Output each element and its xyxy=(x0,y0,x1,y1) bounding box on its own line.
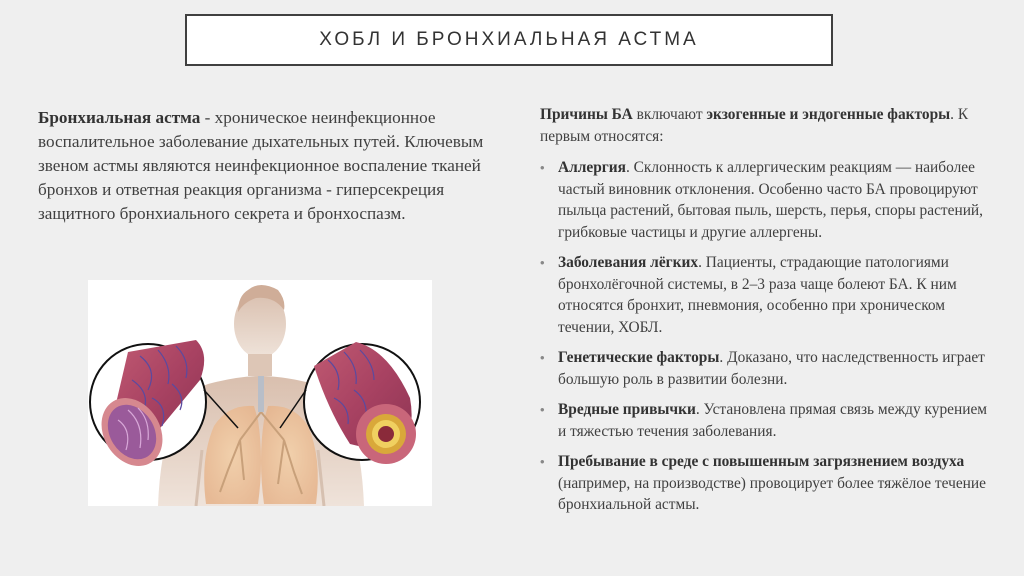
causes-list xyxy=(540,157,990,516)
list-item-title: Вредные привычки xyxy=(558,401,696,418)
bullet-icon: • xyxy=(540,255,545,270)
list-item xyxy=(540,451,990,516)
slide-title: ХОБЛ И БРОНХИАЛЬНАЯ АСТМА xyxy=(319,29,699,50)
list-item-title: Заболевания лёгких xyxy=(558,254,699,271)
bronchi-illustration xyxy=(88,280,432,506)
list-item-title: Аллергия xyxy=(558,159,626,176)
bullet-icon: • xyxy=(540,402,545,417)
causes-intro-mid: включают xyxy=(632,106,707,123)
list-item xyxy=(540,252,990,338)
bullet-icon: • xyxy=(540,454,545,469)
causes-intro-end: . К первым относятся: xyxy=(540,106,969,145)
list-item xyxy=(540,157,990,243)
causes-section xyxy=(540,104,990,525)
list-item-text: . Склонность к аллергическим реакциям — наиболее частый виновник отклонения. Особенно часто БА провоцируют пыльца растений, бытовая пыль, шерсть, перья, споры растений, грибковые частицы и другие аллергены. xyxy=(558,159,984,241)
list-item-text: (например, на производстве) провоцирует более тяжёлое течение бронхиальной астмы. xyxy=(558,474,986,513)
list-item xyxy=(540,399,990,442)
bullet-icon: • xyxy=(540,160,545,175)
slide-title-box xyxy=(185,14,833,66)
list-item-title: Пребывание в среде с повышенным загрязнением воздуха xyxy=(558,453,965,470)
list-item-text: . Установлена прямая связь между курением и тяжестью течения заболевания. xyxy=(558,401,988,440)
definition-paragraph xyxy=(38,106,498,226)
definition-text: - хроническое неинфекционное воспалительное заболевание дыхательных путей. Ключевым звеном астмы являются неинфекционное воспаление тканей бронхов и ответная реакция организма - гиперсекреция защитного бронхиального секрета и бронхоспазм. xyxy=(38,108,484,223)
list-item-text: . Пациенты, страдающие патологиями бронхолёгочной системы, в 2–3 раза чаще болеют БА. К ним относятся бронхит, пневмония, особенно при хроническом течении, ХОБЛ. xyxy=(558,254,957,336)
causes-intro-bold-2: экзогенные и эндогенные факторы xyxy=(706,106,951,123)
causes-intro-bold-1: Причины БА xyxy=(540,106,633,123)
list-item-text: . Доказано, что наследственность играет большую роль в развитии болезни. xyxy=(558,349,985,388)
definition-term: Бронхиальная астма xyxy=(38,108,201,127)
bullet-icon: • xyxy=(540,350,545,365)
causes-intro xyxy=(540,104,990,147)
list-item-title: Генетические факторы xyxy=(558,349,720,366)
list-item xyxy=(540,347,990,390)
